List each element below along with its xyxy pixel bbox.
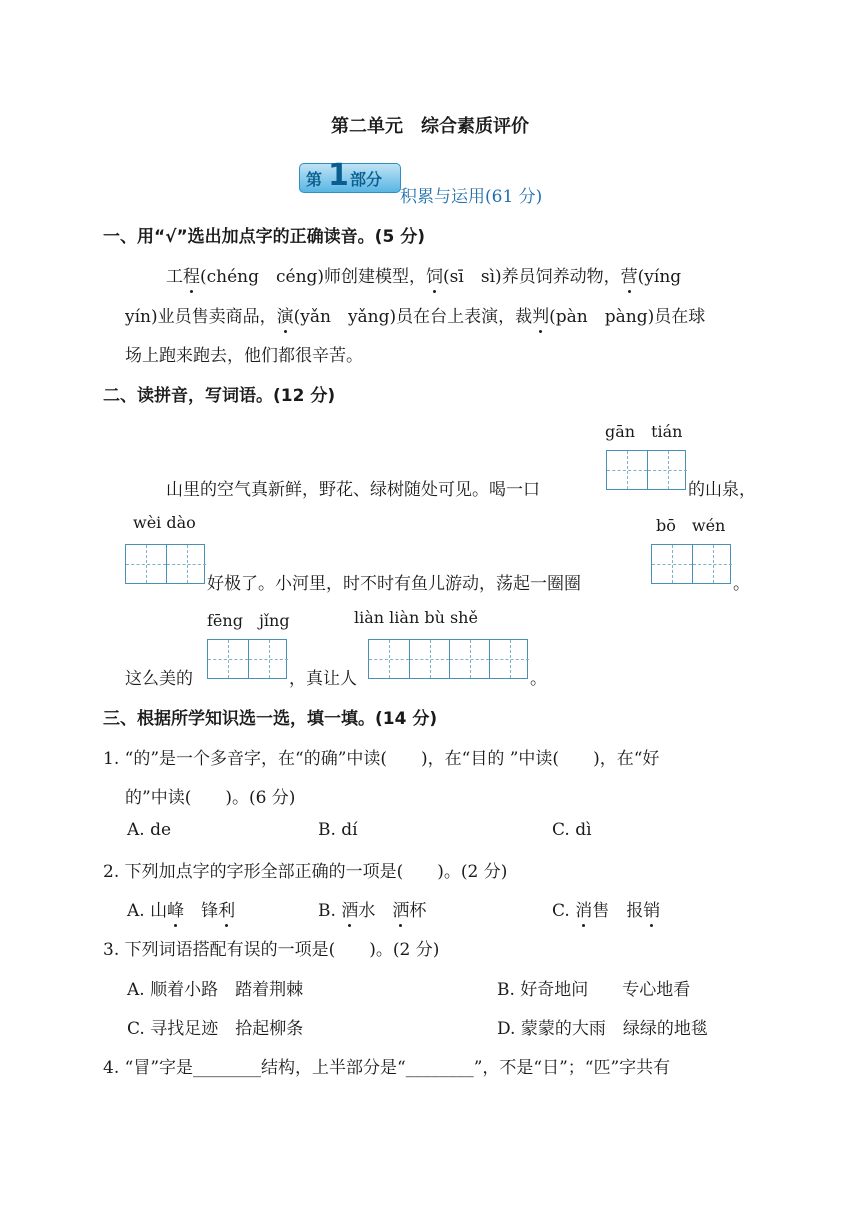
q3-item3-option-d[interactable]: D. 蒙蒙的大雨 绿绿的地毯 [497,1019,708,1039]
q2-text5: 这么美的 [125,669,193,689]
q3-item2-option-c[interactable]: C. 消售 报销 [552,896,660,921]
pinyin-lianlianbushe: liàn liàn bù shě [354,608,478,627]
q3-item3-option-b[interactable]: B. 好奇地问 专心地看 [497,980,691,1000]
pinyin-weidao: wèi dào [133,513,196,532]
q2-text6: ，真让人 [289,669,357,689]
q3-item2-option-a[interactable]: A. 山峰 锋利 [127,896,235,921]
q2-heading: 二、读拼音，写词语。(12 分) [103,386,336,406]
badge-prefix: 第 [306,170,323,189]
section-badge [299,158,401,193]
section-title: 积累与运用(61 分) [400,187,543,207]
q3-item2: 2. 下列加点字的字形全部正确的一项是( )。(2 分) [103,862,508,882]
q1-line2: yín)业员售卖商品，演(yǎn yǎng)员在台上表演，裁判(pàn pàng)员在球 [125,302,705,327]
q3-item1-option-c[interactable]: C. dì [552,820,592,840]
writing-grid-bowen[interactable] [651,544,731,584]
q3-item3-option-c[interactable]: C. 寻找足迹 拾起柳条 [127,1019,304,1039]
q3-item1-line2: 的”中读( )。(6 分) [125,788,296,808]
q3-item1-option-a[interactable]: A. de [127,820,172,840]
q2-text1: 山里的空气真新鲜，野花、绿树随处可见。喝一口 [166,480,540,500]
q3-item3: 3. 下列词语搭配有误的一项是( )。(2 分) [103,940,440,960]
writing-grid-fengjing[interactable] [207,639,287,679]
q1-line1: 工程(chéng céng)师创建模型，饲(sī sì)养员饲养动物，营(yíng [166,262,681,287]
q2-text7: 。 [530,669,547,689]
q2-text2: 的山泉， [688,480,756,500]
pinyin-fengjing: fēng jǐng [207,611,290,630]
writing-grid-weidao[interactable] [125,544,205,584]
pinyin-gantian: gān tián [605,422,683,441]
q2-text3: 好极了。小河里，时不时有鱼儿游动，荡起一圈圈 [207,574,581,594]
q1-heading: 一、用“√”选出加点字的正确读音。(5 分) [103,227,425,247]
writing-grid-gantian[interactable] [606,450,686,490]
pinyin-bowen: bō wén [656,516,726,535]
q3-item1-option-b[interactable]: B. dí [318,820,358,840]
q3-heading: 三、根据所学知识选一选，填一填。(14 分) [103,709,438,729]
q1-line3: 场上跑来跑去，他们都很辛苦。 [125,346,363,366]
badge-suffix: 部分 [350,170,383,189]
q3-item2-option-b[interactable]: B. 酒水 洒杯 [318,896,426,921]
writing-grid-lianlianbushe[interactable] [368,639,528,679]
q3-item4: 4. “冒”字是________结构，上半部分是“________”，不是“日”；“匹”字共有 [103,1058,671,1078]
badge-number: 1 [328,158,349,193]
q2-text4: 。 [733,574,750,594]
q3-item1-line1: 1. “的”是一个多音字，在“的确”中读( )，在“目的 ”中读( )，在“好 [103,749,660,769]
q3-item3-option-a[interactable]: A. 顺着小路 踏着荆棘 [127,980,304,1000]
page-title: 第二单元 综合素质评价 [331,116,529,137]
